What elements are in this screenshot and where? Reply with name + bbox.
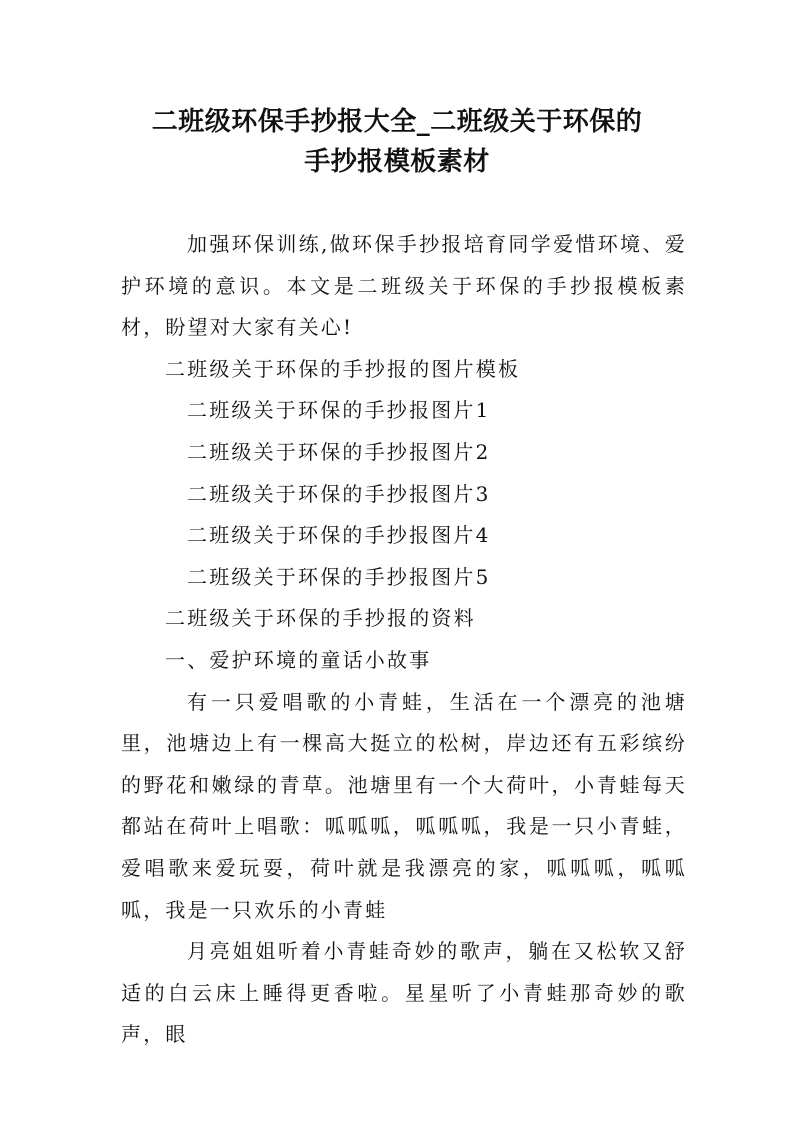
section-heading-materials: 二班级关于环保的手抄报的资料: [165, 606, 476, 631]
subsection-heading-story: 一、爱护环境的童话小故事: [165, 647, 432, 672]
list-item: 二班级关于环保的手抄报图片3: [187, 481, 491, 506]
list-item: 二班级关于环保的手抄报图片5: [187, 564, 491, 589]
document-title-line-2: 手抄报模板素材: [304, 147, 490, 177]
intro-paragraph: 加强环保训练,做环保手抄报培育同学爱惜环境、爱护环境的意识。本文是二班级关于环保的手抄报模板素材，盼望对大家有关心!: [121, 232, 687, 340]
list-item: 二班级关于环保的手抄报图片1: [187, 398, 491, 423]
document-title-line-1: 二班级环保手抄报大全_二班级关于环保的: [151, 107, 643, 137]
document-body: [121, 224, 687, 1056]
story-paragraph-2: 月亮姐姐听着小青蛙奇妙的歌声，躺在又松软又舒适的白云床上睡得更香啦。星星听了小青蛙那奇妙的歌声，眼: [121, 939, 687, 1047]
list-item: 二班级关于环保的手抄报图片2: [187, 439, 491, 464]
story-paragraph-1: 有一只爱唱歌的小青蛙，生活在一个漂亮的池塘里，池塘边上有一棵高大挺立的松树，岸边还有五彩缤纷的野花和嫩绿的青草。池塘里有一个大荷叶，小青蛙每天都站在荷叶上唱歌：呱呱呱，呱呱呱，我是一只小青蛙，爱唱歌来爱玩耍，荷叶就是我漂亮的家，呱呱呱，呱呱呱，我是一只欢乐的小青蛙: [121, 689, 687, 922]
section-heading-templates: 二班级关于环保的手抄报的图片模板: [165, 356, 521, 381]
list-item: 二班级关于环保的手抄报图片4: [187, 523, 491, 548]
